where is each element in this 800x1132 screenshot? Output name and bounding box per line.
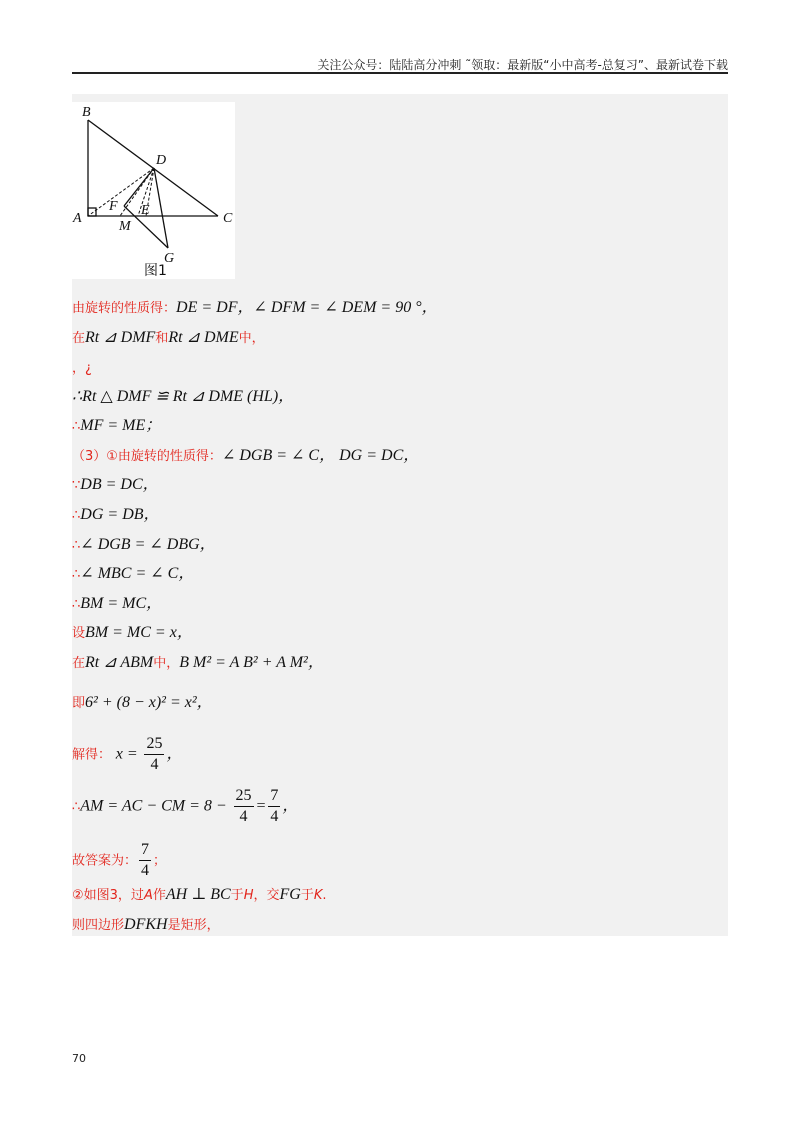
- solution-line-4: [72, 386, 294, 407]
- page-header: 关注公众号：陆陆高分冲刺 ˜领取：最新版“小中高考-总复习”、最新试卷下载: [317, 58, 728, 72]
- therefore-symbol: ∴: [72, 799, 81, 815]
- line-2-mid: 和: [155, 331, 169, 346]
- line-2-suffix: 中，: [238, 331, 265, 346]
- solution-line-8: [72, 504, 160, 526]
- line-13-math-1: Rt ⊿ ABM: [85, 654, 154, 671]
- fraction-25-over-4: $\frac{25}{4}$: [235, 787, 252, 825]
- line-8-math: DG = DB，: [80, 506, 160, 523]
- line-2-math-1: Rt ⊿ DMF: [85, 329, 156, 346]
- line-7-math: DB = DC，: [80, 476, 159, 493]
- solution-line-11: [72, 593, 162, 615]
- solution-line-5: [72, 415, 161, 437]
- solution-line-19: 则四边形DFKH是矩形，: [72, 916, 220, 933]
- line-14-prefix: 即: [72, 696, 86, 711]
- geometry-figure: [72, 102, 235, 279]
- line-16-suffix: ，: [282, 797, 299, 815]
- solution-line-9: [72, 534, 216, 556]
- therefore-symbol: ∴: [72, 538, 81, 553]
- because-symbol: ∵: [72, 478, 81, 493]
- line-11-math: BM = MC，: [80, 595, 163, 612]
- line-15-lhs: x =: [115, 745, 138, 763]
- perpendicular-expr: AH ⊥ BC: [165, 886, 231, 903]
- therefore-symbol: ∴: [72, 567, 81, 582]
- line-2-math-2: Rt ⊿ DME: [168, 329, 239, 346]
- label-M: M: [119, 219, 131, 234]
- line-3-text: ，¿: [72, 361, 92, 376]
- line-13-prefix: 在: [72, 656, 86, 671]
- line-13-math-2: B M² = A B² + A M²，: [179, 654, 324, 671]
- label-G: G: [164, 251, 175, 266]
- line-10-math: ∠ MBC = ∠ C，: [80, 565, 195, 582]
- solution-line-6: [72, 445, 419, 467]
- fraction-7-over-4: $\frac{7}{4}$: [270, 787, 279, 825]
- solution-line-13: [72, 652, 324, 674]
- line-6-prefix: （3）①由旋转的性质得：: [72, 449, 222, 464]
- equals-sign: =: [255, 797, 267, 815]
- label-D: D: [156, 153, 167, 168]
- therefore-symbol: ∴: [72, 419, 81, 434]
- solution-line-16: [72, 786, 298, 827]
- solution-line-15: [72, 734, 183, 775]
- line-15-prefix: 解得：: [72, 747, 112, 763]
- label-F: F: [109, 199, 118, 214]
- solution-line-7: [72, 474, 159, 496]
- line-12-prefix: 设: [72, 626, 86, 641]
- label-C: C: [223, 211, 233, 226]
- line-4-math: ∴Rt △ DMF ≌ Rt ⊿ DME (HL)，: [72, 388, 295, 405]
- line-13-mid: 中，: [153, 656, 180, 671]
- line-17-suffix: ；: [153, 853, 167, 869]
- label-B: B: [82, 105, 91, 120]
- solution-line-2: [72, 327, 265, 349]
- line-12-math: BM = MC = x，: [85, 624, 193, 641]
- fraction-25-over-4: $\frac{25}{4}$: [146, 735, 163, 773]
- solution-line-3: [72, 357, 92, 379]
- header-rule: [72, 72, 728, 74]
- label-E: E: [141, 203, 150, 218]
- line-14-math: 6² + (8 − x)² = x²，: [85, 694, 213, 711]
- line-1-math: DE = DF，∠ DFM = ∠ DEM = 90 °，: [176, 299, 438, 316]
- line-16-lhs: AM = AC − CM = 8 −: [80, 797, 227, 815]
- line-2-prefix: 在: [72, 331, 86, 346]
- line-6-math: ∠ DGB = ∠ C， DG = DC，: [221, 447, 420, 464]
- line-9-math: ∠ DGB = ∠ DBG，: [80, 536, 216, 553]
- solution-line-1: [72, 297, 438, 319]
- page-number: 70: [72, 1052, 86, 1065]
- line-17-prefix: 故答案为：: [72, 853, 138, 869]
- solution-line-10: [72, 563, 194, 585]
- label-A: A: [73, 211, 82, 226]
- figure-caption: 图1: [144, 263, 167, 279]
- line-1-prefix: 由旋转的性质得：: [72, 301, 177, 316]
- solution-line-17: [72, 840, 166, 881]
- solution-line-12: [72, 622, 193, 644]
- therefore-symbol: ∴: [72, 597, 81, 612]
- line-5-math: MF = ME；: [80, 417, 162, 434]
- solution-line-18: ②如图3，过A作AH ⊥ BC于H，交FG于K.: [72, 886, 327, 903]
- therefore-symbol: ∴: [72, 508, 81, 523]
- solution-line-14: [72, 692, 213, 714]
- line-15-suffix: ，: [166, 745, 183, 763]
- triangle-diagram: [72, 102, 235, 279]
- answer-fraction: $\frac{7}{4}$: [141, 841, 150, 879]
